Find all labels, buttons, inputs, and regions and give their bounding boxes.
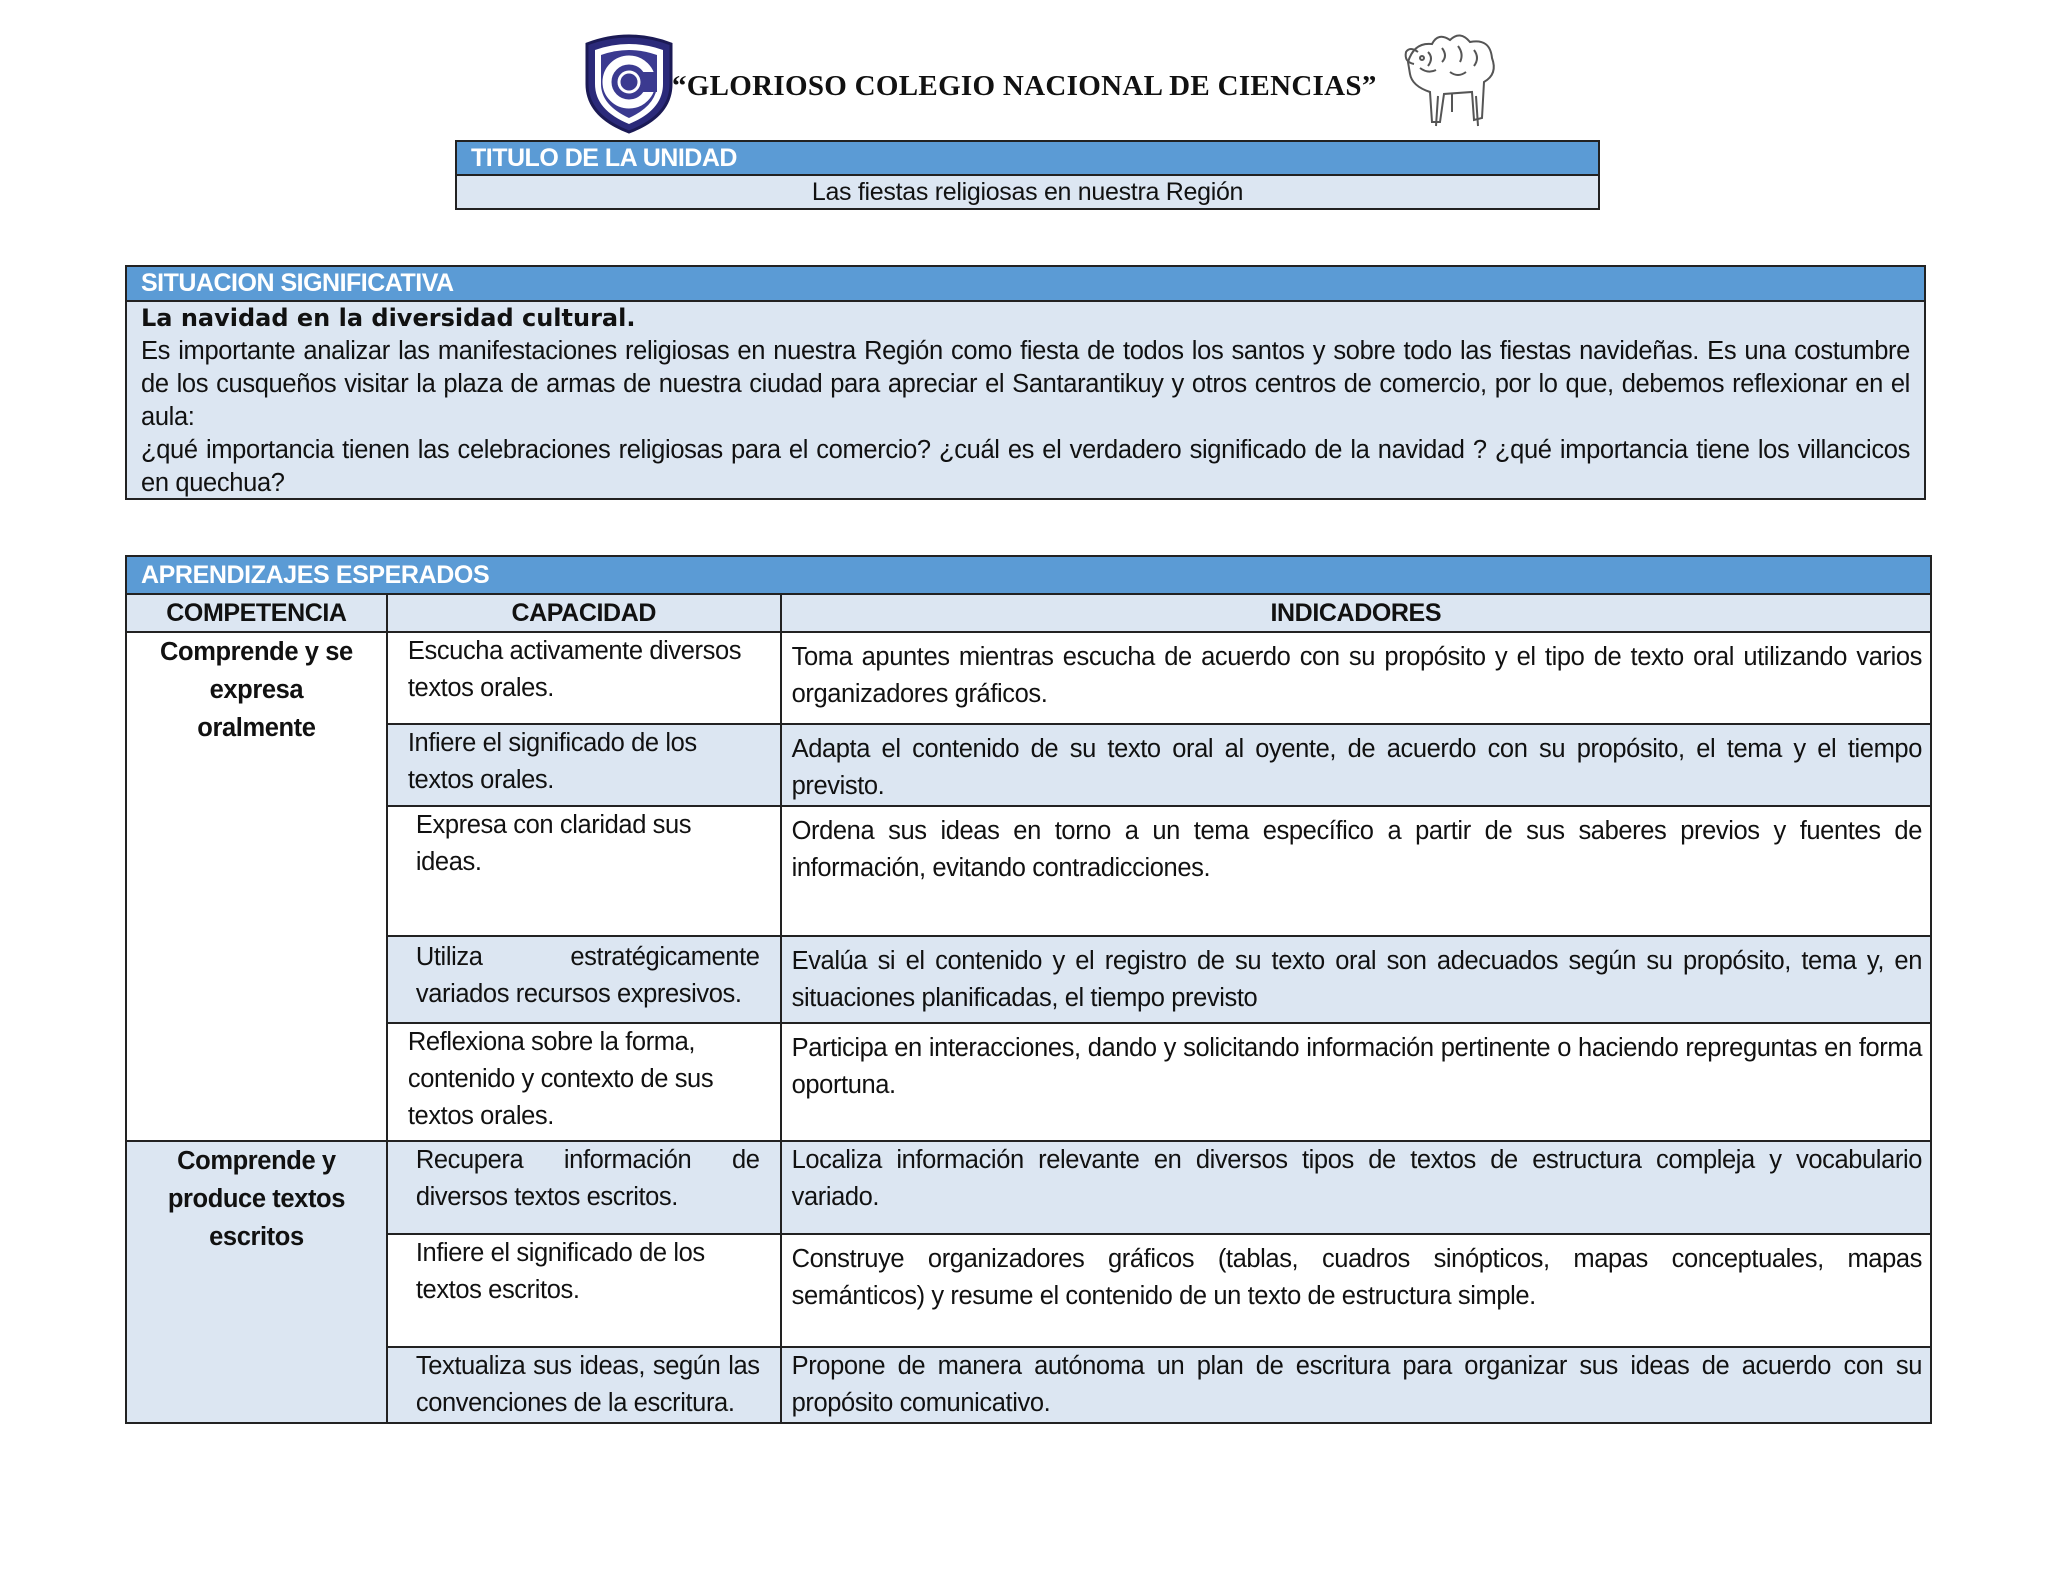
animal-mascot-icon [1398,22,1502,134]
table-row [126,1347,1931,1423]
unit-title-box [455,140,1600,210]
table-row [126,1234,1931,1347]
column-header-capacidad: CAPACIDAD [387,594,781,632]
unit-title-heading: TITULO DE LA UNIDAD [457,142,1598,176]
table-row [126,1141,1931,1234]
indicador-cell: Localiza información relevante en diversos tipos de textos de estructura compleja y vocabulario variado. [781,1141,1931,1234]
indicador-cell: Propone de manera autónoma un plan de escritura para organizar sus ideas de acuerdo con su propósito comunicativo. [781,1347,1931,1423]
capacidad-cell: Recupera información de diversos textos escritos. [387,1141,781,1234]
indicador-cell: Construye organizadores gráficos (tablas, cuadros sinópticos, mapas conceptuales, mapas semánticos) y resume el contenido de un texto de estructura simple. [781,1234,1931,1347]
capacidad-text: Utiliza estratégicamente variados recursos expresivos. [415,943,760,1008]
aprendizajes-title-row [126,556,1931,594]
capacidad-cell: Reflexiona sobre la forma, contenido y contexto de sus textos orales. [387,1023,781,1141]
situacion-heading: SITUACION SIGNIFICATIVA [127,267,1924,302]
indicador-cell: Adapta el contenido de su texto oral al oyente, de acuerdo con su propósito, el tema y el tiempo previsto. [781,724,1931,806]
capacidad-cell [387,936,781,1023]
indicador-cell: Toma apuntes mientras escucha de acuerdo con su propósito y el tipo de texto oral utilizando varios organizadores gráficos. [781,632,1931,724]
situacion-significativa-box [125,265,1926,500]
school-name: “GLORIOSO COLEGIO NACIONAL DE CIENCIAS” [672,70,1377,102]
capacidad-cell: Infiere el significado de los textos orales. [387,724,781,806]
table-row [126,724,1931,806]
indicador-cell: Evalúa si el contenido y el registro de su texto oral son adecuados según su propósito, tema y, en situaciones planificadas, el tiempo previsto [781,936,1931,1023]
indicador-cell: Ordena sus ideas en torno a un tema específico a partir de sus saberes previos y fuentes de información, evitando contradicciones. [781,806,1931,936]
aprendizajes-heading: APRENDIZAJES ESPERADOS [126,556,1931,594]
table-row [126,806,1931,936]
table-row [126,936,1931,1023]
capacidad-cell: Escucha activamente diversos textos orales. [387,632,781,724]
competencia-cell: Comprende y produce textos escritos [126,1141,387,1423]
situacion-paragraph-2: ¿qué importancia tienen las celebraciones religiosas para el comercio? ¿cuál es el verdadero significado de la navidad ? ¿qué importancia tiene los villancicos en quechua? [141,436,1910,497]
capacidad-cell: Infiere el significado de los textos escritos. [387,1234,781,1347]
table-row [126,1023,1931,1141]
unit-title-value: Las fiestas religiosas en nuestra Región [457,176,1598,208]
shield-c-logo-icon [577,32,681,136]
capacidad-cell: Expresa con claridad sus ideas. [387,806,781,936]
competencia-cell: Comprende y se expresa oralmente [126,632,387,1141]
aprendizajes-table [125,555,1932,1424]
document-header [0,0,2048,140]
column-header-row [126,594,1931,632]
column-header-competencia: COMPETENCIA [126,594,387,632]
indicador-cell: Participa en interacciones, dando y solicitando información pertinente o haciendo repreguntas en forma oportuna. [781,1023,1931,1141]
situacion-paragraph-1: Es importante analizar las manifestaciones religiosas en nuestra Región como fiesta de todos los santos y sobre todo las fiestas navideñas. Es una costumbre de los cusqueños visitar la plaza de armas de nuestra ciudad para apreciar el Santarantikuy y otros centros de comercio, por lo que, debemos reflexionar en el aula: [141,337,1910,431]
column-header-indicadores: INDICADORES [781,594,1931,632]
table-row [126,632,1931,724]
situacion-subtitle: La navidad en la diversidad cultural. [141,304,636,332]
situacion-body [127,302,1924,498]
capacidad-cell: Textualiza sus ideas, según las convenciones de la escritura. [387,1347,781,1423]
